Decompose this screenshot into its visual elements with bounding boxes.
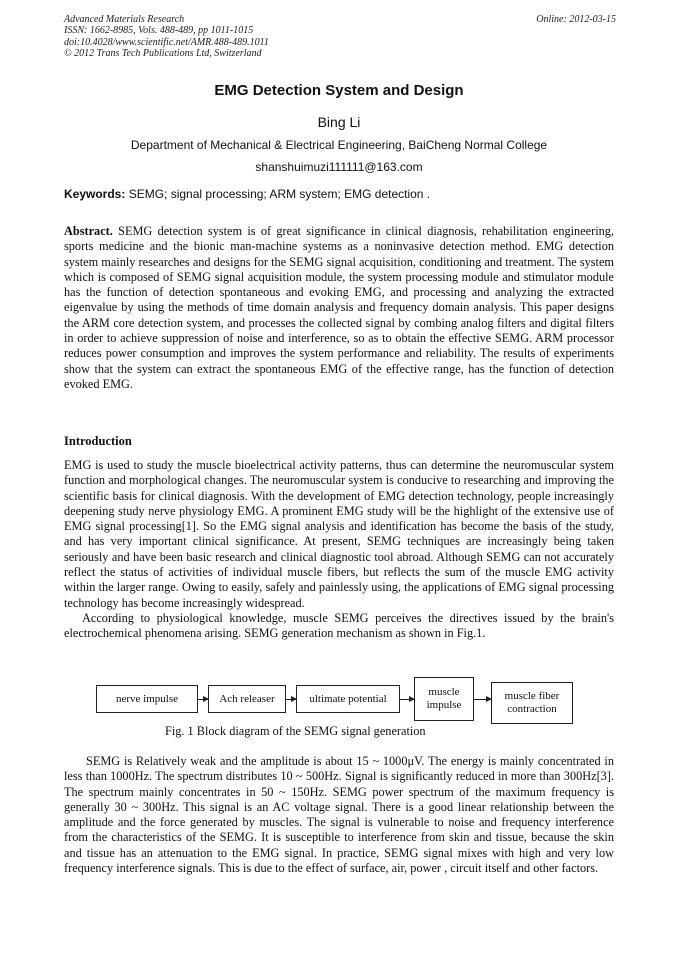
box-ultimate-potential: ultimate potential bbox=[296, 685, 400, 713]
abstract-label: Abstract. bbox=[64, 224, 113, 238]
online-date: Online: 2012-03-15 bbox=[536, 14, 616, 25]
arrow-3 bbox=[400, 699, 414, 700]
author-name: Bing Li bbox=[317, 114, 361, 130]
body-paragraph-semg: SEMG is Relatively weak and the amplitude is about 15 ~ 1000μV. The energy is mainly concentrated in less than 1000Hz. The spectrum distributes 10 ~ 500Hz. Signal is significantly reduced in more than 300Hz[3]. The spectrum mainly concentrates in 50 ~ 150Hz. SEMG power spectrum of the maximum frequency is generally 30 ~ 300Hz. This signal is an AC voltage signal. There is a good linear relationship between the amplitude and the force generated by muscles. The signal is vulnerable to noise and frequency interference from the characteristics of the SEMG. It is susceptible to interference from skin and tissue, because the skin and tissue has an attenuation to the EMG signal. In practice, SEMG signal mixes with high and very low frequency interference signals. This is due to the effect of surface, air, power , circuit itself and other factors. bbox=[64, 754, 614, 876]
journal-copyright: © 2012 Trans Tech Publications Ltd, Switzerland bbox=[64, 48, 262, 60]
arrow-2 bbox=[286, 699, 296, 700]
journal-header bbox=[64, 14, 616, 60]
paper-title: EMG Detection System and Design bbox=[214, 82, 464, 99]
abstract bbox=[64, 224, 614, 392]
box-ach-releaser: Ach releaser bbox=[208, 685, 286, 713]
arrow-4 bbox=[474, 699, 491, 700]
box-muscle-fiber-contraction: muscle fiber contraction bbox=[491, 682, 573, 724]
keywords-label: Keywords: bbox=[64, 187, 126, 201]
journal-issn: ISSN: 1662-8985, Vols. 488-489, pp 1011-1015 bbox=[64, 25, 254, 37]
journal-doi: doi:10.4028/www.scientific.net/AMR.488-489.1011 bbox=[64, 36, 269, 48]
intro-paragraph-2: According to physiological knowledge, muscle SEMG perceives the directives issued by the brain's electrochemical phenomena arising. SEMG generation mechanism as shown in Fig.1. bbox=[64, 610, 614, 641]
block-diagram bbox=[90, 676, 590, 728]
author-email: shanshuimuzi111111@163.com bbox=[255, 160, 423, 174]
introduction-body bbox=[64, 458, 614, 642]
section-heading-introduction: Introduction bbox=[64, 434, 132, 448]
abstract-text: SEMG detection system is of great significance in clinical diagnosis, rehabilitation engineering, sports medicine and the bionic man-machine systems as a noninvasive detection method. EMG detection system mainly researches and designs for the SEMG signal acquisition, conditioning and treatment. The system which is composed of SEMG signal acquisition module, the system processing module and stimulator module has the function of detection spontaneous and evoking EMG, and processing and analyzing the extracted eigenvalue by using the methods of time domain analysis and frequency domain analysis. This paper designs the ARM core detection system, and processes the collected signal by combing analog filters and digital filters in order to achieve suppression of noise and interference, so as to obtain the effective SEMG. ARM processor reduces power consumption and improves the system performance and reliability. The results of experiments show that the system can extract the spontaneous EMG of the effective range, has the function of detection evoked EMG. bbox=[64, 224, 614, 391]
journal-name: Advanced Materials Research bbox=[64, 14, 185, 25]
box-nerve-impulse: nerve impulse bbox=[96, 685, 198, 713]
figure-caption: Fig. 1 Block diagram of the SEMG signal generation bbox=[165, 724, 426, 738]
keywords bbox=[64, 187, 616, 201]
arrow-1 bbox=[198, 699, 208, 700]
author-affiliation: Department of Mechanical & Electrical Engineering, BaiCheng Normal College bbox=[130, 138, 548, 152]
intro-paragraph-1: EMG is used to study the muscle bioelectrical activity patterns, thus can determine the neuromuscular system function and morphological changes. The neuromuscular system is conducive to researching and improving the scientific basis for clinical diagnosis. With the development of EMG detection technology, people increasingly deepening study nerve physiology EMG. A prominent EMG study will be the highlight of the extensive use of EMG signal processing[1]. So the EMG signal analysis and identification has become the basis of the study, and has very important clinical significance. At present, SEMG techniques are increasingly being taken seriously and have been basic research and clinical diagnostic tool abroad. Although SEMG can not accurately reflect the status of activities of individual muscle fibers, but reflects the sum of the muscle EMG activity within the larger range. Owing to easily, safely and painlessly using, the applications of EMG signal processing technology has become increasingly widespread. bbox=[64, 458, 614, 610]
box-muscle-impulse: muscle impulse bbox=[414, 677, 474, 721]
keywords-text: SEMG; signal processing; ARM system; EMG detection . bbox=[128, 187, 431, 201]
